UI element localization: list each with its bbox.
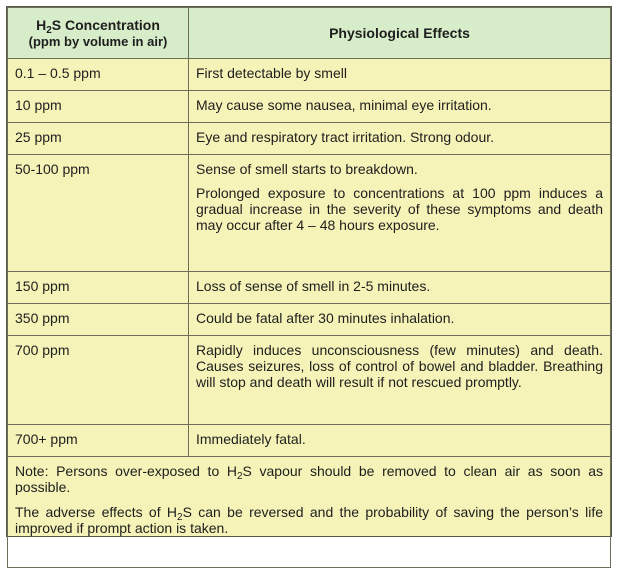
notes-cell [8,457,611,568]
effect-text: Could be fatal after 30 minutes inhalation. [196,310,455,326]
effects-cell [189,336,611,425]
concentration-cell: 10 ppm [8,91,189,123]
note-text: Note: Persons over-exposed to H [15,463,237,479]
concentration-cell: 150 ppm [8,272,189,304]
effects-cell [189,91,611,123]
notes-row [8,457,611,568]
h2s-effects-table [7,7,611,568]
note-text: S can be reversed and the probability of saving the person’s life improved if prompt action is taken. [15,504,603,536]
concentration-header-prefix: H [36,16,47,33]
concentration-cell: 350 ppm [8,304,189,336]
concentration-cell: 25 ppm [8,123,189,155]
effects-cell [189,59,611,91]
header-row [8,8,611,59]
note-subscript: 2 [177,512,183,523]
effects-cell [189,272,611,304]
effect-text: Immediately fatal. [196,431,306,447]
table-row [8,91,611,123]
effect-text: First detectable by smell [196,65,347,81]
effects-cell [189,123,611,155]
concentration-header-sub: 2 [46,24,52,36]
effect-text: Sense of smell starts to breakdown. [196,161,418,177]
table-row [8,425,611,457]
note-subscript: 2 [236,471,243,482]
concentration-cell: 0.1 – 0.5 ppm [8,59,189,91]
concentration-cell: 50-100 ppm [8,155,189,272]
effect-text: Rapidly induces unconsciousness (few minutes) and death. Causes seizures, loss of control of bowel and bladder. Breathing will stop and death will result if not rescued promptly. [196,342,603,390]
concentration-cell: 700 ppm [8,336,189,425]
note-paragraph [15,504,603,536]
effects-cell [189,304,611,336]
effects-cell [189,155,611,272]
effect-text: Loss of sense of smell in 2-5 minutes. [196,278,431,294]
concentration-cell: 700+ ppm [8,425,189,457]
effects-header: Physiological Effects [189,8,611,59]
effect-text: Prolonged exposure to concentrations at 100 ppm induces a gradual increase in the severity of these symptoms and death may occur after 4 – 48 hours exposure. [196,185,603,233]
effects-cell [189,425,611,457]
table-row [8,123,611,155]
note-text: The adverse effects of H [15,504,178,520]
concentration-header-suffix: S Concentration [51,16,160,33]
table-row [8,272,611,304]
table-row [8,155,611,272]
table-row [8,59,611,91]
effect-text: May cause some nausea, minimal eye irritation. [196,97,492,113]
table-row [8,336,611,425]
table-row [8,304,611,336]
effect-text: Eye and respiratory tract irritation. Strong odour. [196,129,495,145]
note-paragraph [15,463,603,495]
h2s-effects-table-frame [6,6,612,537]
concentration-header [8,8,189,59]
note-text: S vapour should be removed to clean air as soon as possible. [15,463,603,495]
concentration-header-units: (ppm by volume in air) [28,33,168,49]
